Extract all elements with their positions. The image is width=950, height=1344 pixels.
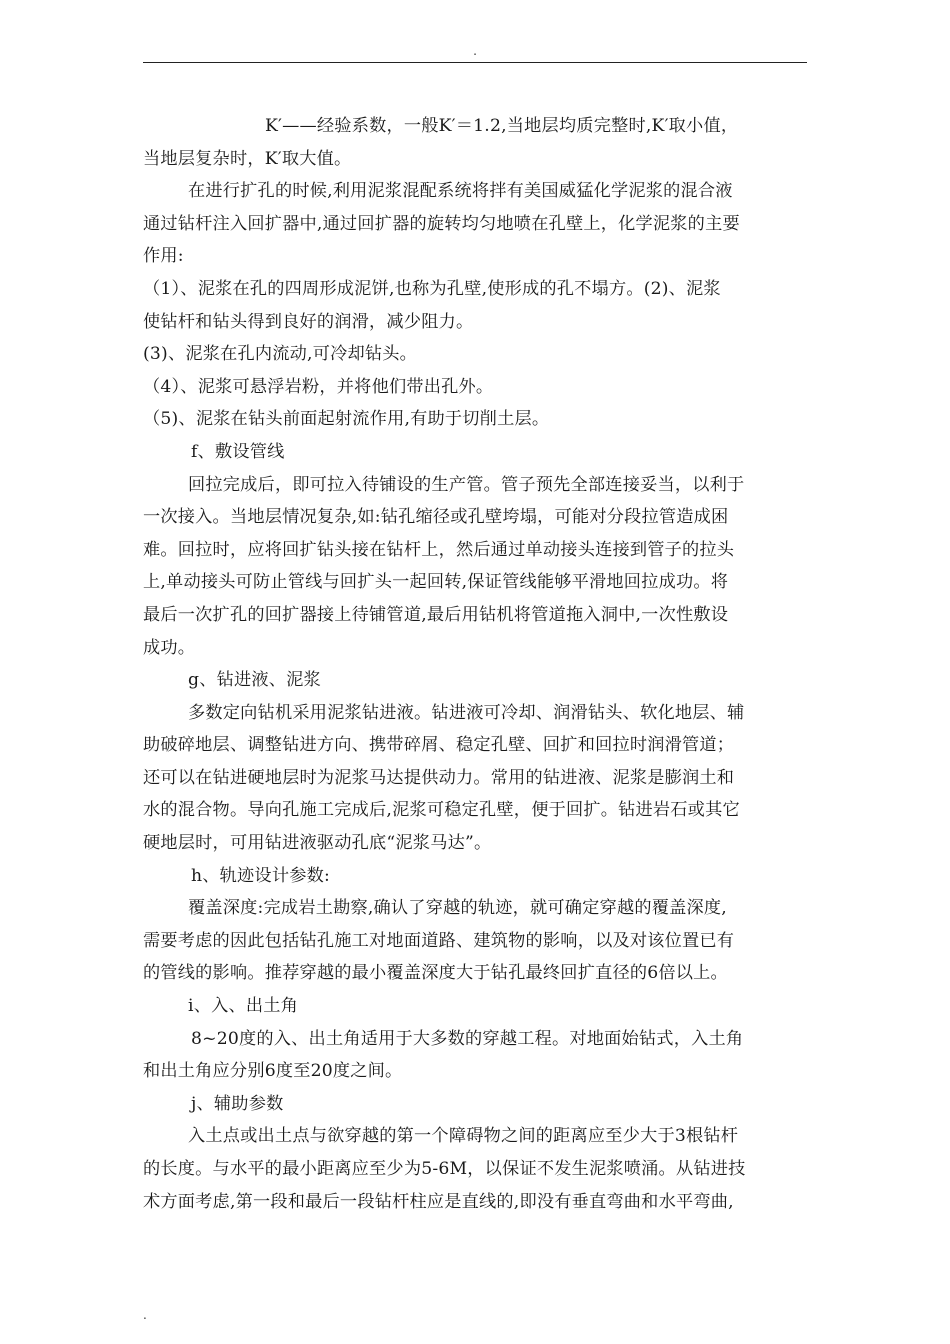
- text-line: 当地层复杂时，K′取大值。: [143, 148, 352, 169]
- text-line: 的管线的影响。推荐穿越的最小覆盖深度大于钻孔最终回扩直径的6倍以上。: [143, 963, 728, 984]
- text-line: 难。回拉时，应将回扩钻头接在钻杆上，然后通过单动接头连接到管子的拉头: [143, 539, 735, 560]
- section-heading-h: h、轨迹设计参数:: [191, 865, 330, 886]
- text-line: 回拉完成后，即可拉入待铺设的生产管。管子预先全部连接妥当，以利于: [188, 474, 745, 495]
- text-line: 还可以在钻进硬地层时为泥浆马达提供动力。常用的钻进液、泥浆是膨润土和: [143, 767, 735, 788]
- text-line: 通过钻杆注入回扩器中,通过回扩器的旋转均匀地喷在孔壁上，化学泥浆的主要: [143, 213, 740, 234]
- text-line: 使钻杆和钻头得到良好的润滑，减少阻力。: [143, 311, 474, 332]
- text-line: 水的混合物。导向孔施工完成后,泥浆可稳定孔壁，便于回扩。钻进岩石或其它: [143, 800, 740, 821]
- document-body: [143, 110, 807, 1218]
- section-heading-i: i、入、出土角: [188, 996, 299, 1017]
- text-line: K′——经验系数，一般K′＝1.2,当地层均质完整时,K′取小值，: [265, 116, 739, 136]
- text-line: 入土点或出土点与欲穿越的第一个障碍物之间的距离应至少大于3根钻杆: [188, 1126, 739, 1147]
- text-line: 成功。: [143, 637, 196, 658]
- text-line: 8~20度的入、出土角适用于大多数的穿越工程。对地面始钻式，入土角: [191, 1028, 744, 1049]
- text-line: 最后一次扩孔的回扩器接上待铺管道,最后用钻机将管道拖入洞中,一次性敷设: [143, 604, 729, 625]
- text-line: (3)、泥浆在孔内流动,可冷却钻头。: [143, 344, 418, 365]
- text-line: 助破碎地层、调整钻进方向、携带碎屑、稳定孔壁、回扩和回拉时润滑管道；: [143, 735, 735, 756]
- text-line: 术方面考虑,第一段和最后一段钻杆柱应是直线的,即没有垂直弯曲和水平弯曲,: [143, 1191, 734, 1212]
- header-rule: [143, 62, 807, 63]
- text-line: 的长度。与水平的最小距离应至少为5-6M，以保证不发生泥浆喷涌。从钻进技: [143, 1159, 746, 1179]
- text-line: 一次接入。当地层情况复杂,如:钻孔缩径或孔壁垮塌，可能对分段拉管造成困: [143, 507, 729, 528]
- text-line: （1）、泥浆在孔的四周形成泥饼,也称为孔壁,使形成的孔不塌方。(2)、泥浆: [143, 278, 721, 299]
- section-heading-j: j、辅助参数: [191, 1093, 284, 1114]
- footer-dot: .: [143, 1308, 147, 1322]
- text-line: 和出土角应分别6度至20度之间。: [143, 1061, 403, 1082]
- text-line: 多数定向钻机采用泥浆钻进液。钻进液可冷却、润滑钻头、软化地层、辅: [188, 702, 745, 723]
- text-line: 在进行扩孔的时候,利用泥浆混配系统将拌有美国威猛化学泥浆的混合液: [188, 181, 733, 202]
- section-heading-f: f、敷设管线: [191, 441, 285, 462]
- text-line: 硬地层时，可用钻进液驱动孔底“泥浆马达”。: [143, 833, 492, 854]
- text-line: （4）、泥浆可悬浮岩粉，并将他们带出孔外。: [143, 376, 494, 397]
- text-line: （5)、泥浆在钻头前面起射流作用,有助于切削土层。: [143, 409, 550, 430]
- text-line: 作用:: [143, 246, 184, 267]
- text-line: 上,单动接头可防止管线与回扩头一起回转,保证管线能够平滑地回拉成功。将: [143, 572, 729, 593]
- section-heading-g: g、钻进液、泥浆: [188, 670, 321, 691]
- text-line: 覆盖深度:完成岩土勘察,确认了穿越的轨迹，就可确定穿越的覆盖深度,: [188, 898, 727, 919]
- header-dot: .: [473, 44, 477, 58]
- text-line: 需要考虑的因此包括钻孔施工对地面道路、建筑物的影响，以及对该位置已有: [143, 930, 735, 951]
